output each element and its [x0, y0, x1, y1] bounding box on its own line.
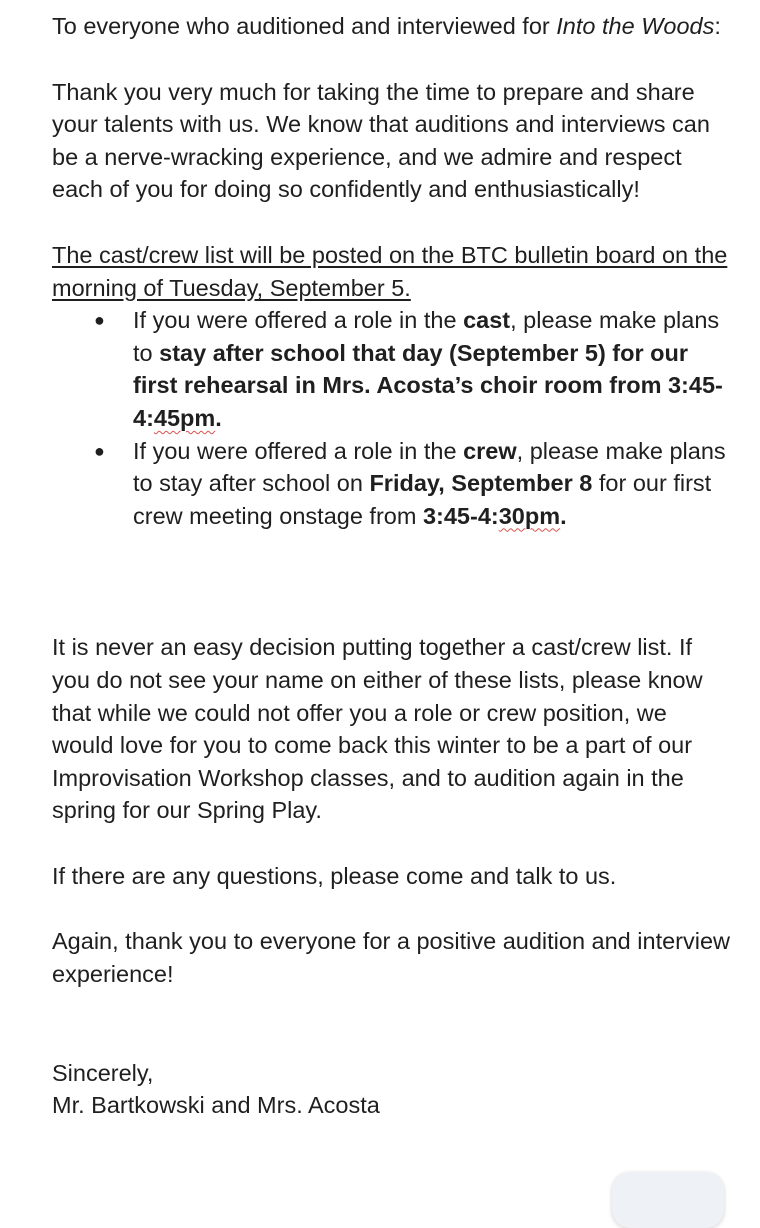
instructions-list: [52, 304, 732, 532]
bullet-icon: ●: [94, 440, 105, 461]
spacer: [52, 991, 732, 1057]
crew-start-time: 3:45-4:: [422, 502, 499, 529]
cast-keyword: cast: [463, 307, 511, 334]
cast-period: .: [215, 404, 222, 431]
spacer: [52, 206, 732, 239]
spacer: [52, 598, 732, 631]
list-item-cast: [52, 304, 732, 434]
list-item-crew: [52, 435, 732, 533]
closing: Sincerely,: [52, 1059, 154, 1086]
thanks-paragraph: Thank you very much for taking the time to prepare and share your talents with us. We know that auditions and interviews can be a nerve-wracking experience, and we admire and respect each of you for doing so confidently and enthusiastically!: [52, 78, 710, 203]
cast-rehearsal-details: stay after school that day (September 5) for our first rehearsal in Mrs. Acosta’s choir room from 3:45-4:: [133, 339, 723, 431]
cast-text: If you were offered a role in the: [133, 307, 464, 334]
crew-keyword: crew: [463, 437, 517, 464]
spacer: [52, 827, 732, 860]
crew-end-time: 30pm: [498, 502, 561, 529]
signature: Mr. Bartkowski and Mrs. Acosta: [52, 1092, 380, 1119]
greeting-prefix: To everyone who auditioned and interviewed for: [52, 13, 557, 39]
greeting: [52, 10, 732, 43]
cast-end-time: 45pm: [153, 404, 216, 431]
spacer: [52, 892, 732, 925]
questions-paragraph: If there are any questions, please come and talk to us.: [52, 862, 617, 889]
spacer: [52, 43, 732, 76]
crew-meeting-date: Friday, September 8: [369, 470, 593, 497]
bullet-icon: ●: [94, 310, 105, 331]
letter-body: [52, 10, 732, 1122]
thanks-again-paragraph: Again, thank you to everyone for a positive audition and interview experience!: [52, 928, 731, 988]
posting-notice: The cast/crew list will be posted on the BTC bulletin board on the morning of Tuesday, September 5.: [52, 241, 728, 301]
decision-paragraph: It is never an easy decision putting together a cast/crew list. If you do not see your name on either of these lists, please know that while we could not offer you a role or crew position, we would love for you to come back this winter to be a part of our Improvisation Workshop classes, and to audition again in the spring for our Spring Play.: [52, 634, 703, 824]
crew-period: .: [560, 502, 567, 529]
cast-text: , please make plans to: [133, 307, 720, 366]
crew-text: for our first crew meeting onstage from: [133, 470, 712, 529]
spacer: [52, 532, 732, 598]
floating-action-button[interactable]: [612, 1172, 724, 1228]
crew-text: If you were offered a role in the: [133, 437, 464, 464]
greeting-suffix: :: [714, 13, 721, 39]
show-title: Into the Woods: [556, 13, 715, 39]
crew-text: , please make plans to stay after school on: [133, 437, 726, 497]
